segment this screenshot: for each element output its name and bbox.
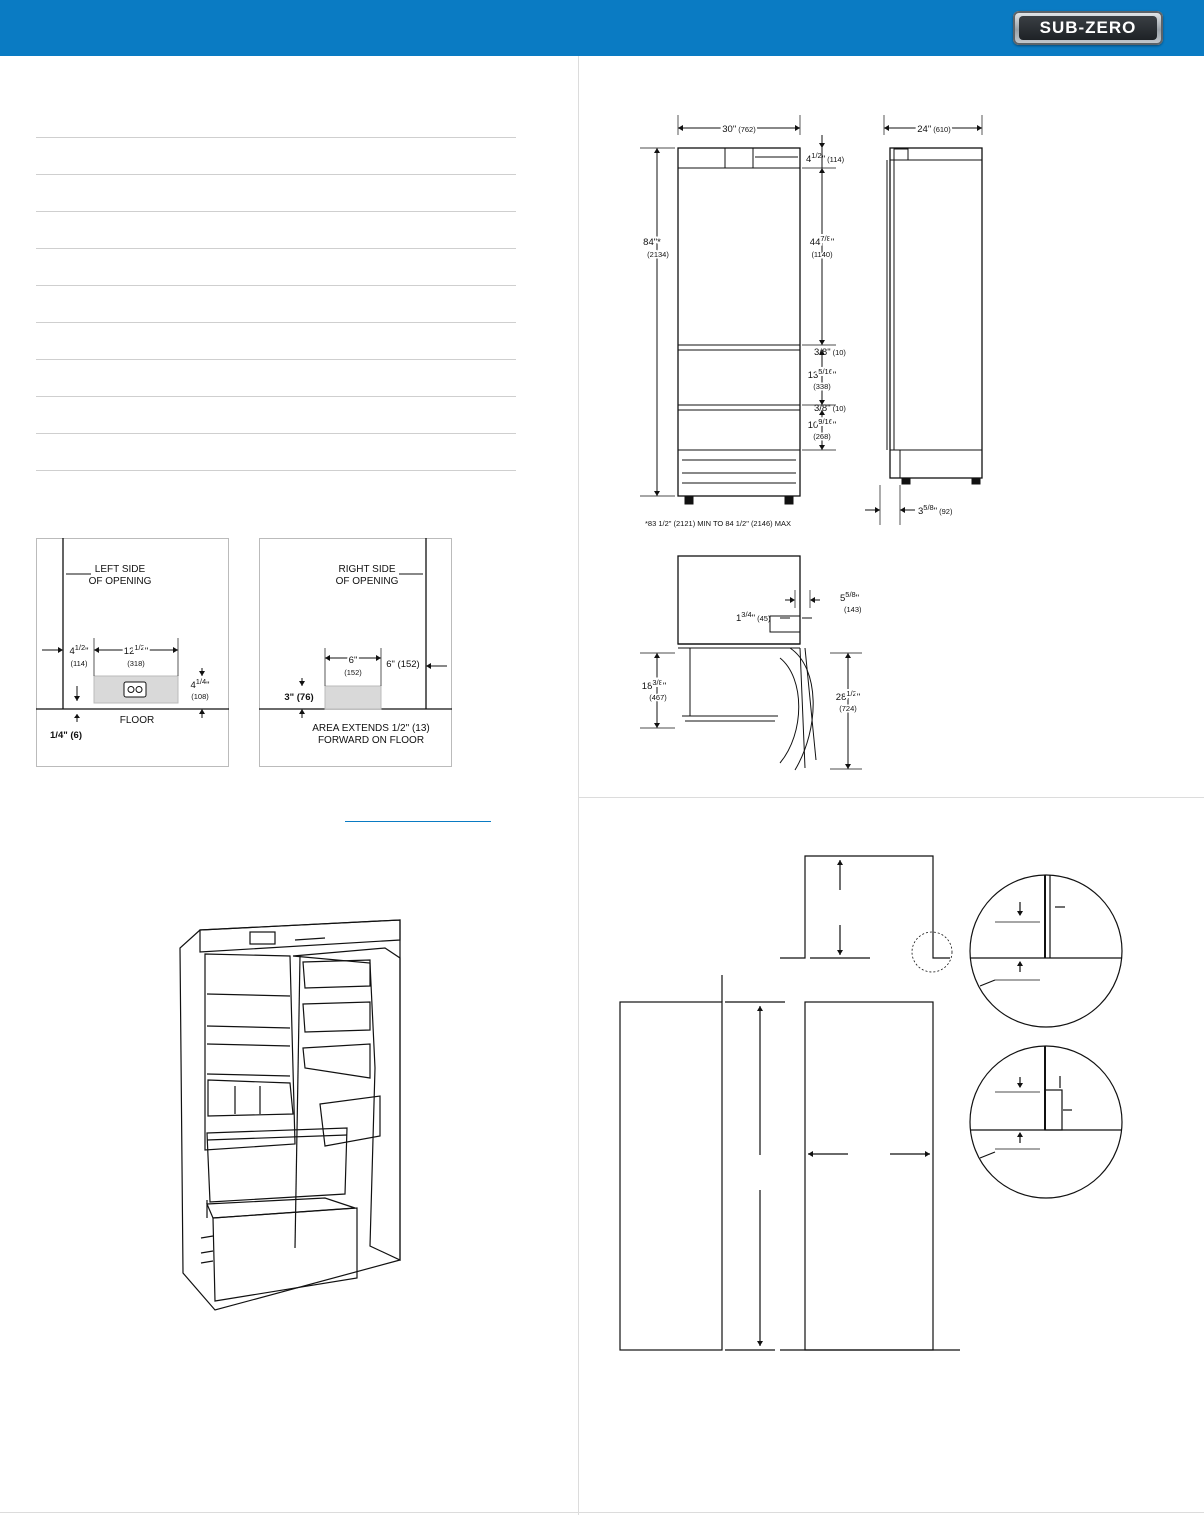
link-underline[interactable] bbox=[345, 821, 491, 822]
side-elevation-diagram bbox=[860, 105, 1000, 525]
svg-text:35/8"(92): $3^{5/8}$" (92) bbox=[918, 503, 953, 517]
spec-row-divider bbox=[36, 211, 516, 212]
right-a-dim: 6" bbox=[348, 655, 358, 666]
spec-row-divider bbox=[36, 470, 516, 471]
spec-row-divider bbox=[36, 285, 516, 286]
section-divider bbox=[579, 797, 1204, 798]
front-drawer2-dim: 10 bbox=[807, 420, 819, 431]
right-opening-label-2: OF OPENING bbox=[335, 576, 399, 587]
footer-rule bbox=[0, 1512, 1204, 1513]
column-divider bbox=[578, 56, 579, 1515]
door-swing-diagram bbox=[630, 548, 890, 778]
front-elevation-diagram bbox=[630, 105, 870, 535]
front-height-note: *83 1/2" (2121) MIN TO 84 1/2" (2146) MAX bbox=[645, 519, 791, 528]
svg-text:55/8": $5^{5/8}$" bbox=[840, 590, 860, 604]
side-toe-dim: 3 bbox=[918, 506, 924, 517]
front-drawer1-dim: 13 bbox=[807, 370, 819, 381]
spec-row-divider bbox=[36, 137, 516, 138]
svg-text:3/8"(10): 3/8" (10) bbox=[814, 403, 846, 414]
svg-text:41/4": $4^{1/4}$" bbox=[190, 677, 210, 691]
top-c-dim: 18 bbox=[641, 681, 653, 692]
svg-text:135/16": $13^{5/16}$" bbox=[807, 367, 837, 381]
left-c-dim: 4 bbox=[190, 680, 196, 691]
outlet-area bbox=[325, 686, 381, 709]
svg-text:109/16": $10^{9/16}$" bbox=[807, 417, 837, 431]
svg-text:13/4"(45): $1^{3/4}$" (45) bbox=[736, 610, 771, 624]
front-door-mm: (1140) bbox=[811, 250, 833, 259]
installation-opening-diagram bbox=[600, 840, 1140, 1370]
floor-label: FLOOR bbox=[119, 715, 155, 726]
right-note-1: AREA EXTENDS 1/2" (13) bbox=[312, 723, 430, 734]
svg-text:183/8": $18^{3/8}$" bbox=[641, 678, 667, 692]
front-gap2-dim: 3/8" bbox=[814, 403, 831, 414]
svg-text:447/8": $44^{7/8}$" bbox=[809, 234, 835, 248]
right-note-2: FORWARD ON FLOOR bbox=[317, 735, 425, 746]
top-d-mm: (724) bbox=[839, 704, 857, 713]
left-d-dim: 1/4" (6) bbox=[50, 730, 82, 741]
right-opening-label-1: RIGHT SIDE bbox=[338, 564, 396, 575]
left-b-mm: (318) bbox=[127, 659, 145, 668]
top-c-mm: (467) bbox=[649, 693, 667, 702]
spec-row-divider bbox=[36, 248, 516, 249]
sub-zero-logo-icon bbox=[1013, 11, 1163, 45]
svg-text:41/2": $4^{1/2}$" bbox=[69, 643, 89, 657]
side-depth-dim: 24" bbox=[917, 124, 932, 135]
svg-text:30"(762): 30" (762) bbox=[722, 124, 756, 135]
left-a-mm: (114) bbox=[70, 659, 88, 668]
spec-row-divider bbox=[36, 396, 516, 397]
logo-text: SUB-ZERO bbox=[1039, 18, 1137, 37]
front-height-mm: (2134) bbox=[647, 250, 669, 259]
front-drawer1-mm: (338) bbox=[813, 382, 831, 391]
spec-row-divider bbox=[36, 322, 516, 323]
svg-text:41/2"(114): $4^{1/2}$" (114) bbox=[806, 151, 845, 165]
front-door-dim: 44 bbox=[809, 237, 821, 248]
left-c-mm: (108) bbox=[191, 692, 209, 701]
left-opening-label-1: LEFT SIDE bbox=[94, 564, 146, 575]
svg-text:281/2": $28^{1/2}$" bbox=[835, 689, 861, 703]
right-opening-diagram bbox=[259, 538, 453, 768]
right-c-dim: 3" (76) bbox=[284, 692, 314, 703]
top-b-dim: 1 bbox=[736, 613, 742, 624]
front-gap1-dim: 3/8" bbox=[814, 347, 831, 358]
top-a-dim: 5 bbox=[840, 593, 846, 604]
right-b-dim: 6" (152) bbox=[386, 659, 420, 670]
refrigerator-illustration-icon bbox=[175, 918, 407, 1313]
front-height-dim: 84"* bbox=[643, 237, 661, 248]
svg-text:24"(610): 24" (610) bbox=[917, 124, 951, 135]
left-opening-label-2: OF OPENING bbox=[88, 576, 152, 587]
left-a-dim: 4 bbox=[69, 646, 75, 657]
svg-text:3/8"(10): 3/8" (10) bbox=[814, 347, 846, 358]
top-a-mm: (143) bbox=[844, 605, 862, 614]
right-a-mm: (152) bbox=[344, 668, 362, 677]
electrical-outlet-icon bbox=[124, 682, 146, 697]
left-b-dim: 12 bbox=[123, 646, 135, 657]
left-opening-diagram bbox=[36, 538, 230, 768]
spec-row-divider bbox=[36, 174, 516, 175]
front-drawer2-mm: (268) bbox=[813, 432, 831, 441]
top-d-dim: 28 bbox=[835, 692, 847, 703]
spec-row-divider bbox=[36, 433, 516, 434]
svg-text:121/2": $12^{1/2}$" bbox=[123, 643, 149, 657]
spec-row-divider bbox=[36, 359, 516, 360]
front-top-dim: 4 bbox=[806, 154, 812, 165]
front-width-dim: 30" bbox=[722, 124, 737, 135]
